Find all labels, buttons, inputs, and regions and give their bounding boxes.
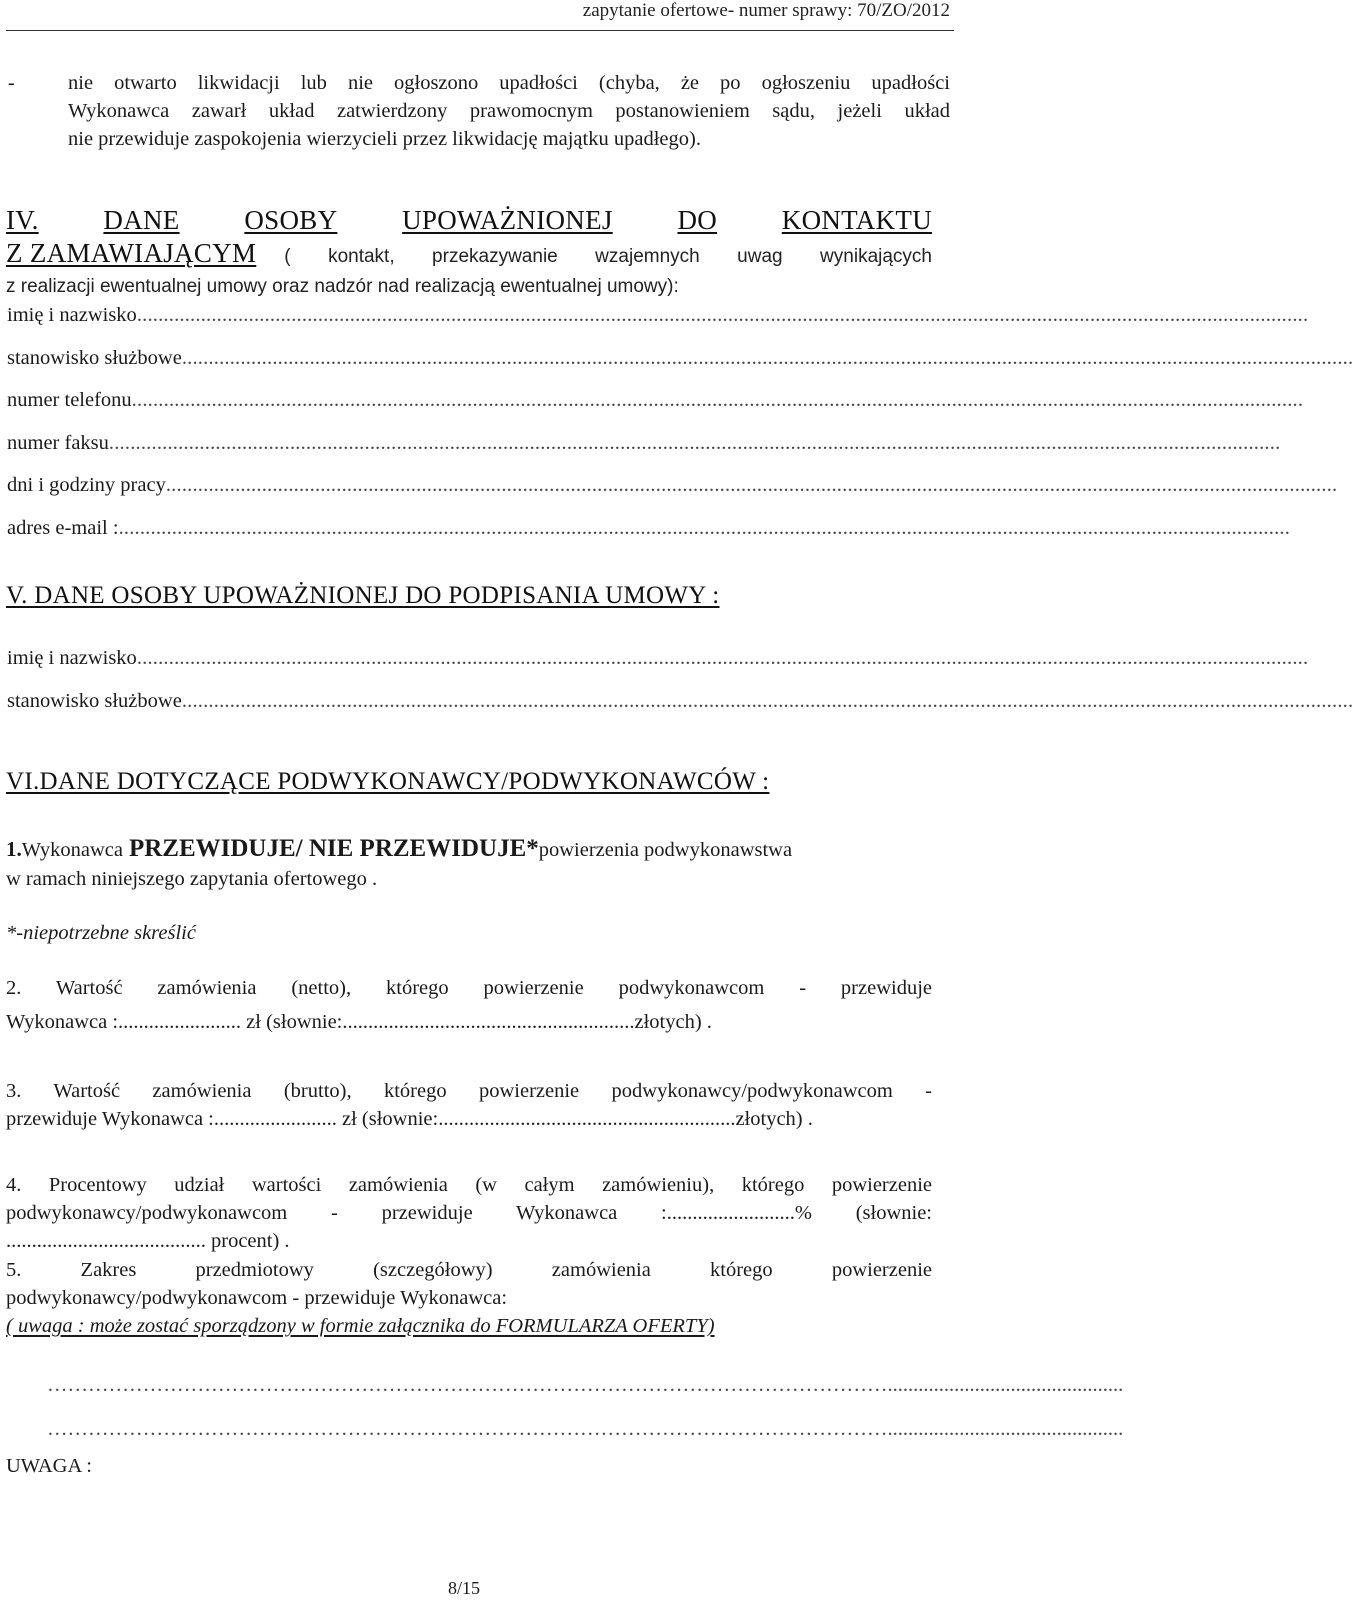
uwaga-label: UWAGA :	[6, 1455, 92, 1477]
item-2-line-1: 2. Wartość zamówienia (netto), którego powierzenie podwykonawcom - przewiduje	[6, 977, 932, 999]
item-1-number: 1.	[6, 837, 22, 861]
item-4-line-2: podwykonawcy/podwykonawcom - przewiduje Wykonawca :.........................% (słownie:	[6, 1202, 932, 1224]
item-1-choice: PRZEWIDUJE/ NIE PRZEWIDUJE*	[128, 835, 539, 862]
contact-field-input[interactable]: ............................................................................................................................................................................................................................	[165, 474, 1338, 496]
contact-field-label: adres e-mail :	[7, 516, 119, 539]
contact-field-label: dni i godziny pracy	[7, 474, 166, 496]
footnote: *-niepotrzebne skreślić	[6, 922, 196, 944]
header-divider	[6, 30, 954, 31]
intro-line-2: Wykonawca zawarł układ zatwierdzony prawomocnym postanowieniem sądu, jeżeli układ	[68, 100, 950, 122]
contact-field-label: imię i nazwisko	[7, 304, 137, 326]
contact-field-input[interactable]: ............................................................................................................................................................................................................................	[181, 346, 1353, 369]
section-6-heading: VI.DANE DOTYCZĄCE PODWYKONAWCY/PODWYKONAWCÓW :	[6, 768, 770, 795]
section-4-heading-word: KONTAKTU	[781, 205, 932, 235]
section-4-heading-word: DANE	[103, 205, 180, 235]
fill-in-line-2[interactable]: ……………………………………………………………………………………………………………..............................................	[47, 1418, 1124, 1440]
section-4-heading-word: DO	[677, 205, 718, 235]
signatory-field-row	[7, 647, 1309, 670]
contact-field-row	[7, 516, 1291, 540]
contact-field-row	[7, 474, 1338, 497]
item-1-pre: Wykonawca	[21, 839, 123, 861]
item-1-line-2: w ramach niniejszego zapytania ofertowego .	[6, 868, 378, 890]
signatory-field-label: stanowisko służbowe	[7, 690, 182, 712]
contact-field-input[interactable]: ............................................................................................................................................................................................................................	[108, 431, 1281, 454]
section-5-heading: V. DANE OSOBY UPOWAŻNIONEJ DO PODPISANIA UMOWY :	[6, 582, 720, 609]
section-4-heading-continued: Z ZAMAWIAJĄCYM	[6, 238, 257, 268]
contact-field-row	[7, 431, 1281, 455]
contact-field-label: numer faksu	[7, 431, 109, 454]
item-1-post: powierzenia podwykonawstwa	[538, 839, 793, 861]
signatory-field-input[interactable]: ............................................................................................................................................................................................................................	[181, 690, 1353, 712]
contact-field-row	[7, 304, 1309, 327]
section-4-description-1: ( kontakt, przekazywanie wzajemnych uwag wynikających	[284, 246, 932, 267]
contact-field-label: numer telefonu	[7, 389, 132, 411]
page-header: zapytanie ofertowe- numer sprawy: 70/ZO/2012	[582, 0, 950, 21]
section-4-description-2: z realizacji ewentualnej umowy oraz nadzór nad realizacją ewentualnej umowy):	[6, 276, 679, 297]
list-dash: -	[8, 72, 15, 94]
contact-field-label: stanowisko służbowe	[7, 346, 182, 369]
contact-field-input[interactable]: ............................................................................................................................................................................................................................	[118, 516, 1291, 539]
item-3-line-1: 3. Wartość zamówienia (brutto), którego powierzenie podwykonawcy/podwykonawcom -	[6, 1080, 932, 1102]
contact-field-row	[7, 389, 1304, 412]
page-number: 8/15	[448, 1578, 481, 1598]
item-5-line-2: podwykonawcy/podwykonawcom - przewiduje Wykonawca:	[6, 1287, 508, 1309]
section-4-heading-row-2	[6, 238, 932, 269]
intro-line-3: nie przewiduje zaspokojenia wierzycieli przez likwidację majątku upadłego).	[68, 128, 701, 150]
section-4-heading	[6, 205, 932, 236]
item-5-line-1: 5. Zakres przedmiotowy (szczegółowy) zamówienia którego powierzenie	[6, 1259, 932, 1281]
item-4-line-3: ....................................... procent) .	[6, 1230, 290, 1252]
item-1	[6, 835, 932, 863]
section-4-heading-word: IV.	[6, 205, 39, 235]
fill-in-line-1[interactable]: ……………………………………………………………………………………………………………..............................................	[47, 1374, 1124, 1396]
signatory-field-row	[7, 690, 1353, 713]
contact-field-row	[7, 346, 1353, 370]
signatory-field-input[interactable]: ............................................................................................................................................................................................................................	[136, 647, 1309, 669]
item-2-line-2: Wykonawca :........................ zł (słownie:.........................................................złotych) .	[6, 1011, 712, 1033]
contact-field-input[interactable]: ............................................................................................................................................................................................................................	[131, 389, 1304, 411]
intro-line-1: nie otwarto likwidacji lub nie ogłoszono upadłości (chyba, że po ogłoszeniu upadłości	[68, 72, 950, 94]
section-4-heading-word: UPOWAŻNIONEJ	[402, 205, 613, 235]
item-5-note: ( uwaga : może zostać sporządzony w formie załącznika do FORMULARZA OFERTY)	[6, 1315, 715, 1337]
section-4-heading-word: OSOBY	[244, 205, 338, 235]
item-3-line-2: przewiduje Wykonawca :........................ zł (słownie:..........................................................złotych) .	[6, 1108, 813, 1130]
signatory-field-label: imię i nazwisko	[7, 647, 137, 669]
contact-field-input[interactable]: ............................................................................................................................................................................................................................	[136, 304, 1309, 326]
item-4-line-1: 4. Procentowy udział wartości zamówienia (w całym zamówieniu), którego powierzenie	[6, 1174, 932, 1196]
